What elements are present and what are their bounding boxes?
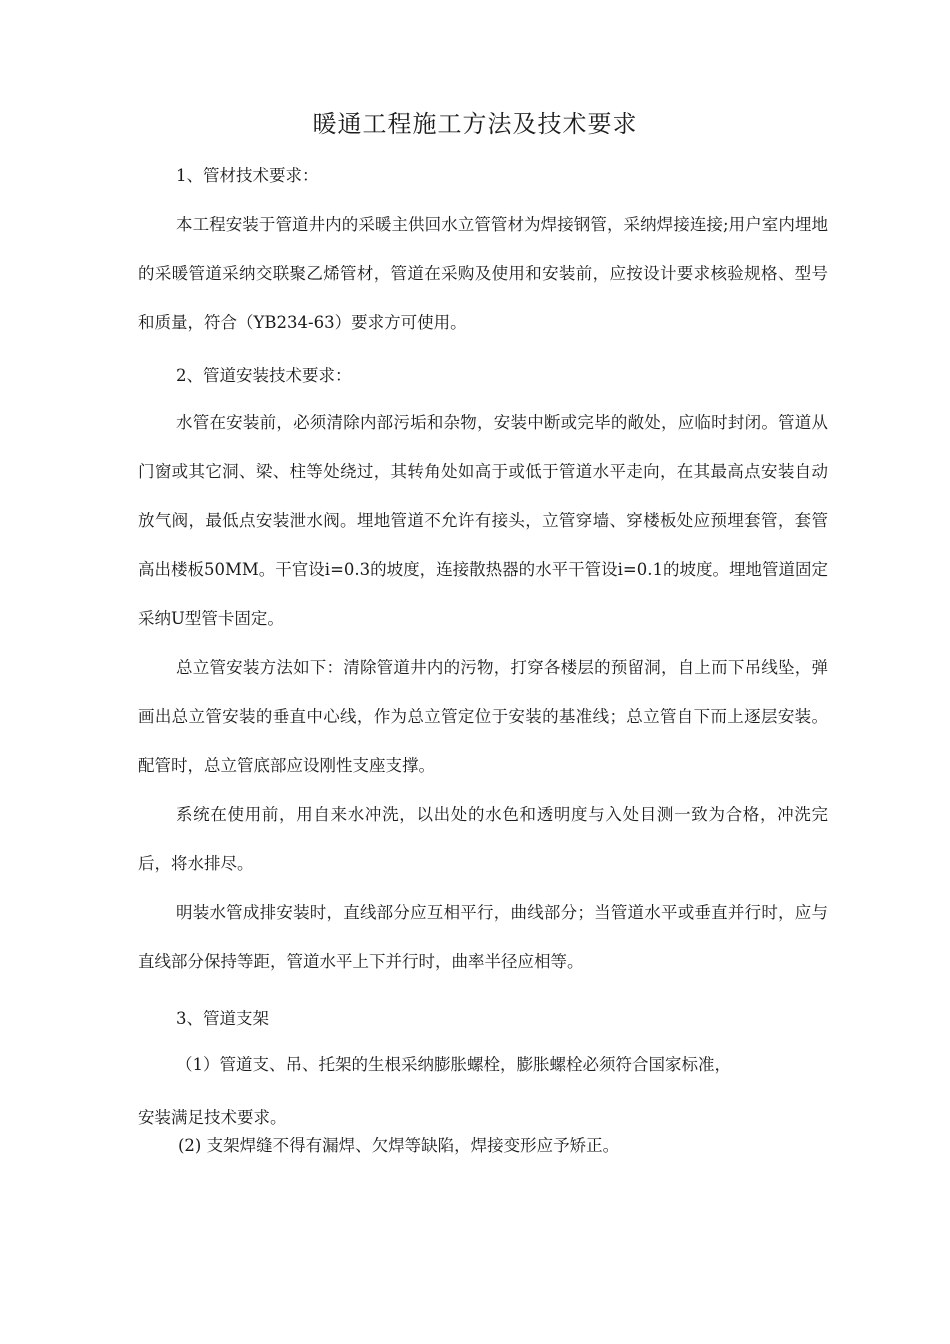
section-2-paragraph-3: 系统在使用前，用自来水冲洗，以出处的水色和透明度与入处目测一致为合格，冲洗完后，将水排尽。 xyxy=(138,805,828,873)
document-title: 暖通工程施工方法及技术要求 xyxy=(312,110,638,138)
section-3-heading: 3、管道支架 xyxy=(176,1009,269,1028)
section-1-paragraph: 本工程安装于管道井内的采暖主供回水立管管材为焊接钢管，采纳焊接连接;用户室内埋地的采暖管道采纳交联聚乙烯管材，管道在采购及使用和安装前，应按设计要求核验规格、型号和质量，符合（YB234-63）要求方可使用。 xyxy=(138,215,828,332)
section-3-item-2: (2) 支架焊缝不得有漏焊、欠焊等缺陷，焊接变形应予矫正。 xyxy=(178,1136,620,1155)
section-3-item-1-continued: 安装满足技术要求。 xyxy=(138,1108,287,1127)
section-1-heading: 1、管材技术要求： xyxy=(176,166,319,185)
section-2-paragraph-2: 总立管安装方法如下：清除管道井内的污物，打穿各楼层的预留洞，自上而下吊线坠，弹画出总立管安装的垂直中心线，作为总立管定位于安装的基准线；总立管自下而上逐层安装。配管时，总立管底部应设刚性支座支撑。 xyxy=(138,658,828,775)
section-2-heading: 2、管道安装技术要求： xyxy=(176,366,352,385)
section-2-paragraph-4: 明装水管成排安装时，直线部分应互相平行，曲线部分；当管道水平或垂直并行时，应与直线部分保持等距，管道水平上下并行时，曲率半径应相等。 xyxy=(138,903,828,971)
section-3-item-1: （1）管道支、吊、托架的生根采纳膨胀螺栓，膨胀螺栓必须符合国家标准， xyxy=(176,1055,731,1074)
section-2-paragraph-1: 水管在安装前，必须清除内部污垢和杂物，安装中断或完毕的敞处，应临时封闭。管道从门窗或其它洞、梁、柱等处绕过，其转角处如高于或低于管道水平走向，在其最高点安装自动放气阀，最低点安装泄水阀。埋地管道不允许有接头，立管穿墙、穿楼板处应预埋套管，套管高出楼板50MM。干官设i=0.3的坡度，连接散热器的水平干管设i=0.1的坡度。埋地管道固定采纳U型管卡固定。 xyxy=(138,413,828,628)
